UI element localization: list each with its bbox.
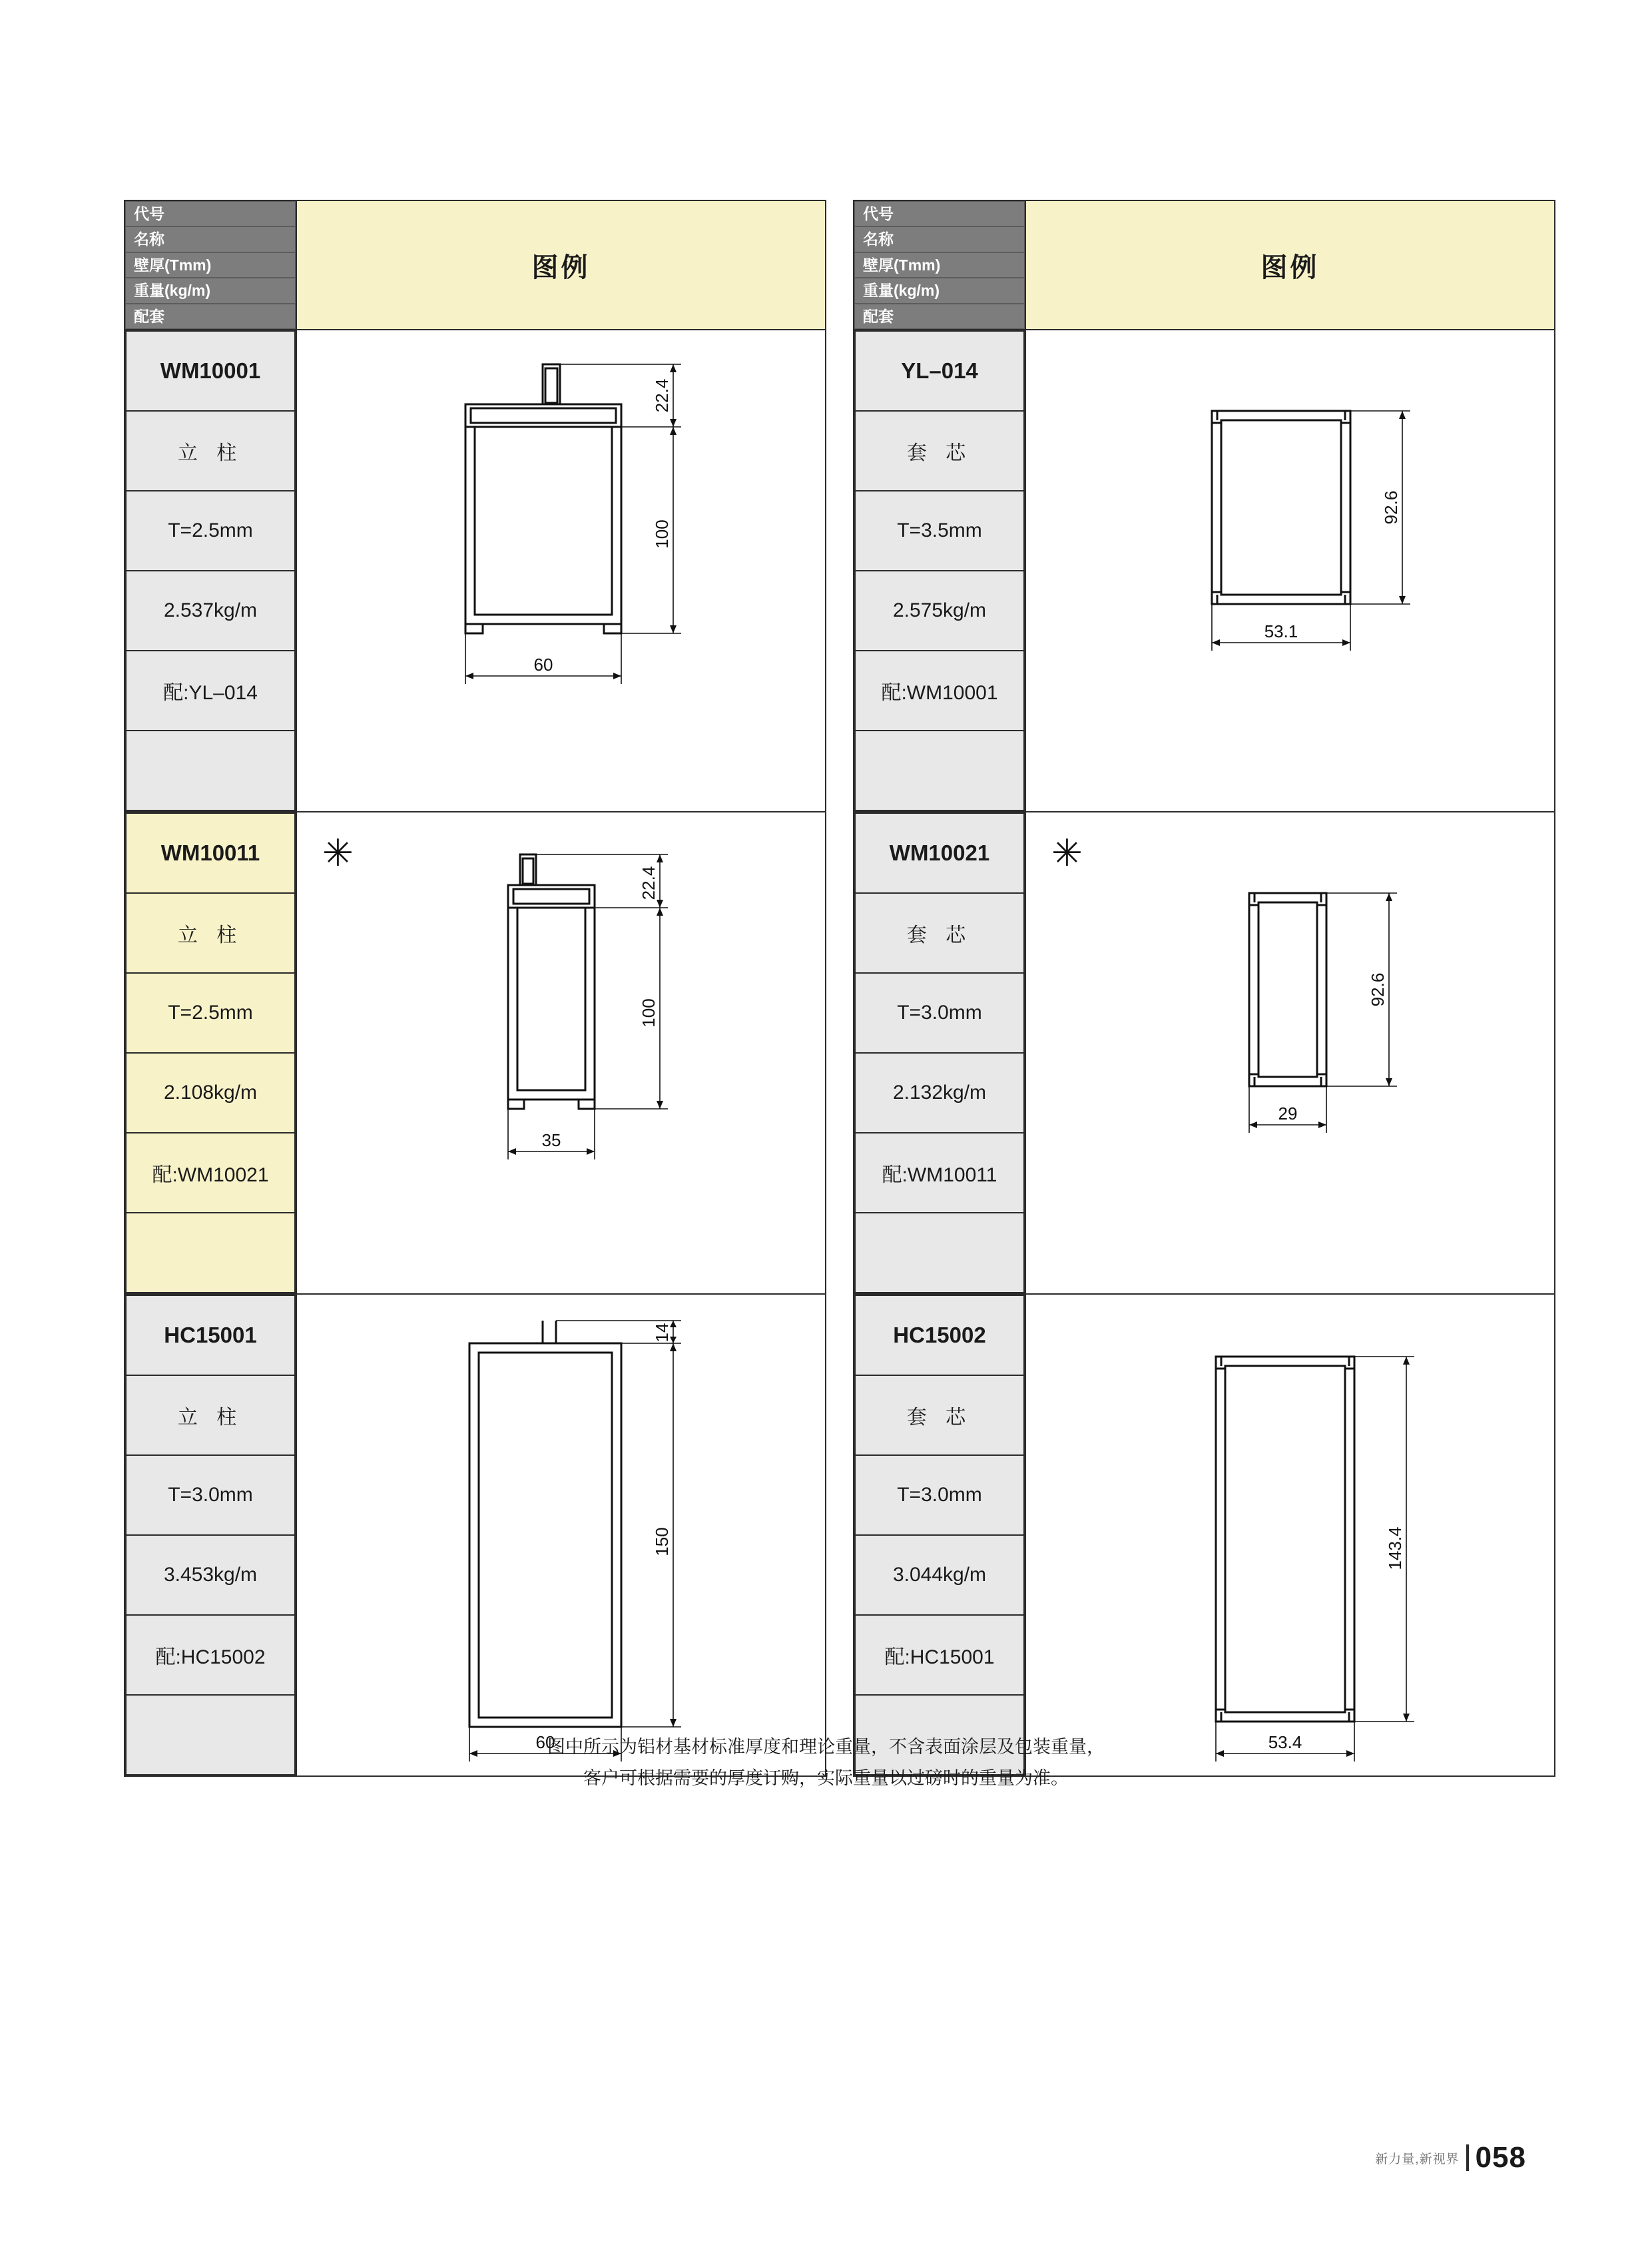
header-col-thickness-right: 壁厚(Tmm) xyxy=(854,252,1025,278)
code-value: WM10021 xyxy=(855,813,1024,893)
match-value: 配:WM10001 xyxy=(855,651,1024,731)
weight-value: 2.537kg/m xyxy=(126,571,295,651)
dim-width: 53.4 xyxy=(1268,1732,1302,1753)
header-col-name-left: 名称 xyxy=(125,226,296,252)
label-spacer xyxy=(855,1213,1024,1293)
dim-height: 150 xyxy=(651,1527,672,1556)
dim-height: 100 xyxy=(651,519,672,549)
label-spacer xyxy=(126,1213,295,1293)
star-icon: ✳ xyxy=(322,832,354,874)
code-value: HC15001 xyxy=(126,1295,295,1375)
code-value: WM10011 xyxy=(126,813,295,893)
header-label-stack-left xyxy=(125,200,296,330)
dim-height: 143.4 xyxy=(1384,1526,1405,1570)
weight-value: 2.132kg/m xyxy=(855,1053,1024,1133)
header-legend-left: 图例 xyxy=(296,200,826,330)
row2-right-labels xyxy=(854,812,1025,1294)
dim-height: 92.6 xyxy=(1367,972,1388,1007)
page-note xyxy=(0,1732,1652,1795)
thickness-value: T=3.0mm xyxy=(126,1455,295,1535)
header-col-thickness-left: 壁厚(Tmm) xyxy=(125,252,296,278)
name-value: 立 柱 xyxy=(126,893,295,973)
row1-right-labels xyxy=(854,330,1025,812)
header-legend-right: 图例 xyxy=(1025,200,1555,330)
dim-top: 14 xyxy=(651,1323,672,1343)
row3-left-labels xyxy=(125,1294,296,1776)
weight-value: 2.575kg/m xyxy=(855,571,1024,651)
dim-width: 60 xyxy=(533,655,553,675)
name-value: 立 柱 xyxy=(126,411,295,491)
table-row xyxy=(125,330,1555,812)
row1-right-figure xyxy=(1025,330,1555,812)
match-value: 配:WM10021 xyxy=(126,1133,295,1213)
weight-value: 3.044kg/m xyxy=(855,1535,1024,1615)
label-spacer xyxy=(126,731,295,810)
dim-width: 29 xyxy=(1278,1104,1297,1124)
header-label-stack-right xyxy=(854,200,1025,330)
page-number: 058 xyxy=(1475,2141,1526,2174)
code-value: WM10001 xyxy=(126,331,295,411)
footer-slogan: 新力量,新视界 xyxy=(1375,2152,1460,2166)
header-col-weight-right: 重量(kg/m) xyxy=(854,278,1025,303)
footer-divider xyxy=(1466,2144,1469,2171)
row2-left-labels xyxy=(125,812,296,1294)
weight-value: 2.108kg/m xyxy=(126,1053,295,1133)
column-gap xyxy=(826,330,854,812)
table-row xyxy=(125,812,1555,1294)
header-col-weight-left: 重量(kg/m) xyxy=(125,278,296,303)
match-value: 配:HC15002 xyxy=(126,1615,295,1695)
dim-height: 100 xyxy=(638,998,659,1028)
thickness-value: T=3.0mm xyxy=(855,1455,1024,1535)
dim-top: 22.4 xyxy=(638,866,659,900)
header-col-name-right: 名称 xyxy=(854,226,1025,252)
name-value: 套 芯 xyxy=(855,1375,1024,1455)
header-col-match-left: 配套 xyxy=(125,304,296,329)
label-spacer xyxy=(855,731,1024,810)
note-line-1: 图中所示为铝材基材标准厚度和理论重量，不含表面涂层及包装重量， xyxy=(547,1737,1105,1757)
code-value: YL–014 xyxy=(855,331,1024,411)
thickness-value: T=3.5mm xyxy=(855,491,1024,571)
thickness-value: T=2.5mm xyxy=(126,491,295,571)
column-gap xyxy=(826,200,854,330)
header-col-match-right: 配套 xyxy=(854,304,1025,329)
match-value: 配:HC15001 xyxy=(855,1615,1024,1695)
row1-left-labels xyxy=(125,330,296,812)
dim-top: 22.4 xyxy=(651,378,672,413)
star-icon: ✳ xyxy=(1051,832,1083,874)
row2-right-figure xyxy=(1025,812,1555,1294)
header-col-code-left: 代号 xyxy=(125,201,296,226)
name-value: 立 柱 xyxy=(126,1375,295,1455)
profile-table-sheet xyxy=(124,200,1526,1777)
name-value: 套 芯 xyxy=(855,893,1024,973)
match-value: 配:YL–014 xyxy=(126,651,295,731)
row3-right-labels xyxy=(854,1294,1025,1776)
dim-height: 92.6 xyxy=(1380,490,1401,525)
thickness-value: T=3.0mm xyxy=(855,973,1024,1053)
match-value: 配:WM10011 xyxy=(855,1133,1024,1213)
column-gap xyxy=(826,812,854,1294)
code-value: HC15002 xyxy=(855,1295,1024,1375)
table-row xyxy=(125,1294,1555,1776)
row2-left-figure xyxy=(296,812,826,1294)
dim-width: 60 xyxy=(535,1732,555,1753)
note-line-2: 客户可根据需要的厚度订购，实际重量以过磅时的重量为准。 xyxy=(583,1768,1069,1789)
header-col-code-right: 代号 xyxy=(854,201,1025,226)
page-footer xyxy=(1375,2141,1526,2174)
name-value: 套 芯 xyxy=(855,411,1024,491)
table-header-row xyxy=(125,200,1555,330)
row1-left-figure xyxy=(296,330,826,812)
dim-width: 53.1 xyxy=(1264,621,1298,642)
profile-table xyxy=(124,200,1555,1777)
weight-value: 3.453kg/m xyxy=(126,1535,295,1615)
dim-width: 35 xyxy=(541,1130,561,1151)
row3-left-figure xyxy=(296,1294,826,1776)
column-gap xyxy=(826,1294,854,1776)
row3-right-figure xyxy=(1025,1294,1555,1776)
thickness-value: T=2.5mm xyxy=(126,973,295,1053)
